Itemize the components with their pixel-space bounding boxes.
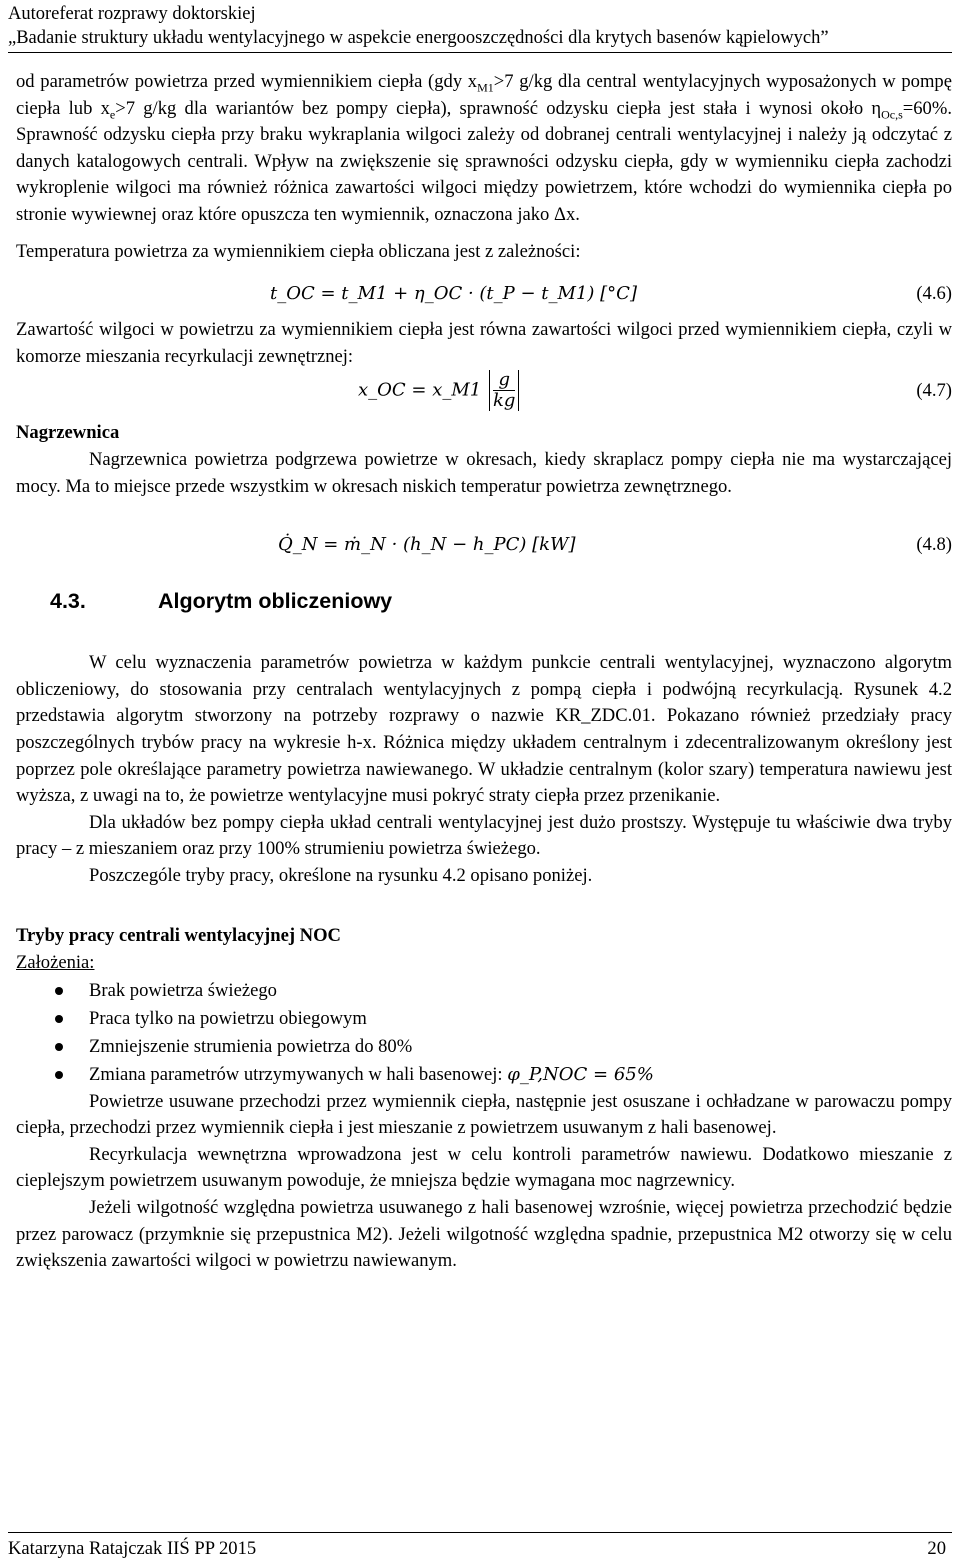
paragraph-no-heat-pump: Dla układów bez pompy ciepła układ centrali wentylacyjnej jest dużo prostszy. Występuje tu właściwie dwa tryby pracy – z mieszaniem oraz przy 100% strumieniu powietrza świeżego.: [16, 811, 952, 860]
section-heading-nagrzewnica: Nagrzewnica: [16, 422, 120, 444]
equation-number: (4.6): [916, 283, 952, 305]
bullet-icon: [55, 1043, 63, 1051]
page-footer: [8, 1532, 952, 1561]
bullet-icon: [55, 987, 63, 995]
equation-formula: x_OC = x_M1: [358, 379, 482, 401]
header-subtitle: „Badanie struktury układu wentylacyjnego w aspekcie energooszczędności dla krytych basenów kąpielowych”: [8, 28, 829, 48]
inline-math: φ_P,NOC = 65%: [507, 1063, 654, 1085]
paragraph-noc-air-flow: Powietrze usuwane przechodzi przez wymiennik ciepła, następnie jest osuszane i ochładzane w parowaczu pompy ciepła, przechodzi przez wymiennik ciepła i jest mieszanie z powietrzem usuwanym z hali basenowej.: [16, 1090, 952, 1139]
section-number: 4.3.: [50, 589, 86, 614]
paragraph-nagrzewnica: Nagrzewnica powietrza podgrzewa powietrze w okresach, kiedy skraplacz pompy ciepła nie ma wystarczającej mocy. Ma to miejsce przede wszystkim w okresach niskich temperatur powietrza zewnętrznego.: [16, 448, 952, 497]
paragraph-algorithm: W celu wyznaczenia parametrów powietrza w każdym punkcie centrali wentylacyjnej, wyznaczono algorytm obliczeniowy, do stosowania przy centralach wentylacyjnych z pompą ciepła i podwójną recyrkulacją. Rysunek 4.2 przedstawia algorytm stworzony na potrzeby rozprawy o nazwie KR_ZDC.01. Pokazano również przedziały pracy poszczególnych trybów pracy na wykresie h-x. Różnica między układem centralnym i zdecentralizowanym określony jest poprzez pole określające parametry powietrza nawiewanego. W układzie centralnym (kolor szary) temperatura nawiewu jest wyższa, z uwagi na to, że powietrze wentylacyjne musi pokryć straty ciepła przez przenikanie.: [16, 652, 952, 807]
page-content: [16, 69, 952, 1275]
section-title: Algorytm obliczeniowy: [158, 589, 393, 614]
list-item: Praca tylko na powietrzu obiegowym: [16, 1005, 952, 1033]
equation-formula: t_OC = t_M1 + η_OC · (t_P − t_M1) [°C]: [270, 283, 637, 305]
paragraph-moisture: Zawartość wilgoci w powietrzu za wymiennikiem ciepła jest równa zawartości wilgoci przed wymiennikiem ciepła, czyli w komorze mieszania recyrkulacji zewnętrznej:: [16, 319, 952, 367]
paragraph-temperature-intro: Temperatura powietrza za wymiennikiem ciepła obliczana jest z zależności:: [16, 240, 581, 262]
section-heading-noc: Tryby pracy centrali wentylacyjnej NOC: [16, 925, 341, 947]
page-header: [8, 2, 952, 53]
assumptions-list: [16, 977, 952, 1089]
paragraph-noc-humidity: Jeżeli wilgotność względna powietrza usuwanego z hali basenowej wzrośnie, więcej powietrza przechodzić będzie przez parowacz (przymknie się przepustnica M2). Jeżeli wilgotność względna spadnie, przepustnica M2 otworzy się w celu zwiększenia zawartości wilgoci w powietrzu nawiewanym.: [16, 1197, 952, 1272]
equation-number: (4.8): [916, 534, 952, 556]
assumptions-label: Założenia:: [16, 952, 95, 974]
section-heading-4-3: [16, 586, 952, 616]
page-number: 20: [927, 1538, 946, 1559]
header-title: Autoreferat rozprawy doktorskiej: [8, 4, 256, 24]
paragraph-noc-recirculation: Recyrkulacja wewnętrzna wprowadzona jest w celu kontroli parametrów nawiewu. Dodatkowo mieszanie z cieplejszym powietrzem usuwanym powoduje, że mniejsza będzie wymagana moc nagrzewnicy.: [16, 1143, 952, 1192]
paragraph-recovery-efficiency: od parametrów powietrza przed wymiennikiem ciepła (gdy $x_{M1}>7$ g/kg dla central wentylacyjnych wyposażonych w pompę ciepła lub $x_e>7$ g/kg dla wariantów bez pompy ciepła), sprawność odzysku ciepła jest stała i wynosi około $\eta_{Oc,s}=60\%$. Sprawność odzysku ciepła przy braku wykraplania wilgoci zależy od dobranej centrali wentylacyjnej i należy ją odczytać z danych katalogowych centrali. Wpływ na zwiększenie się sprawności odzysku ciepła, gdy w wymienniku ciepła zachodzi wykroplenie wilgoci ma również różnica zawartości wilgoci między powietrzem, które wchodzi do wymiennika ciepła po stronie wywiewnej oraz które opuszcza ten wymiennik, oznaczona jako Δx.: [16, 71, 952, 225]
equation-number: (4.7): [916, 380, 952, 402]
bullet-icon: [55, 1015, 63, 1023]
equation-4-8: [16, 528, 952, 564]
equation-unit-fraction: $\frac{g}{kg}$: [489, 370, 519, 411]
bullet-icon: [55, 1071, 63, 1079]
paragraph-modes-intro: Poszczególe tryby pracy, określone na rysunku 4.2 opisano poniżej.: [89, 864, 593, 886]
equation-formula: Q̇_N = ṁ_N · (h_N − h_PC) [kW]: [278, 534, 576, 556]
equation-4-6: [16, 277, 952, 313]
list-item: Zmniejszenie strumienia powietrza do 80%: [16, 1033, 952, 1061]
footer-author: Katarzyna Ratajczak IIŚ PP 2015: [8, 1538, 257, 1559]
equation-4-7: [16, 370, 952, 416]
list-item: Zmiana parametrów utrzymywanych w hali basenowej: φ_P,NOC = 65%: [16, 1061, 952, 1089]
list-item: Brak powietrza świeżego: [16, 977, 952, 1005]
